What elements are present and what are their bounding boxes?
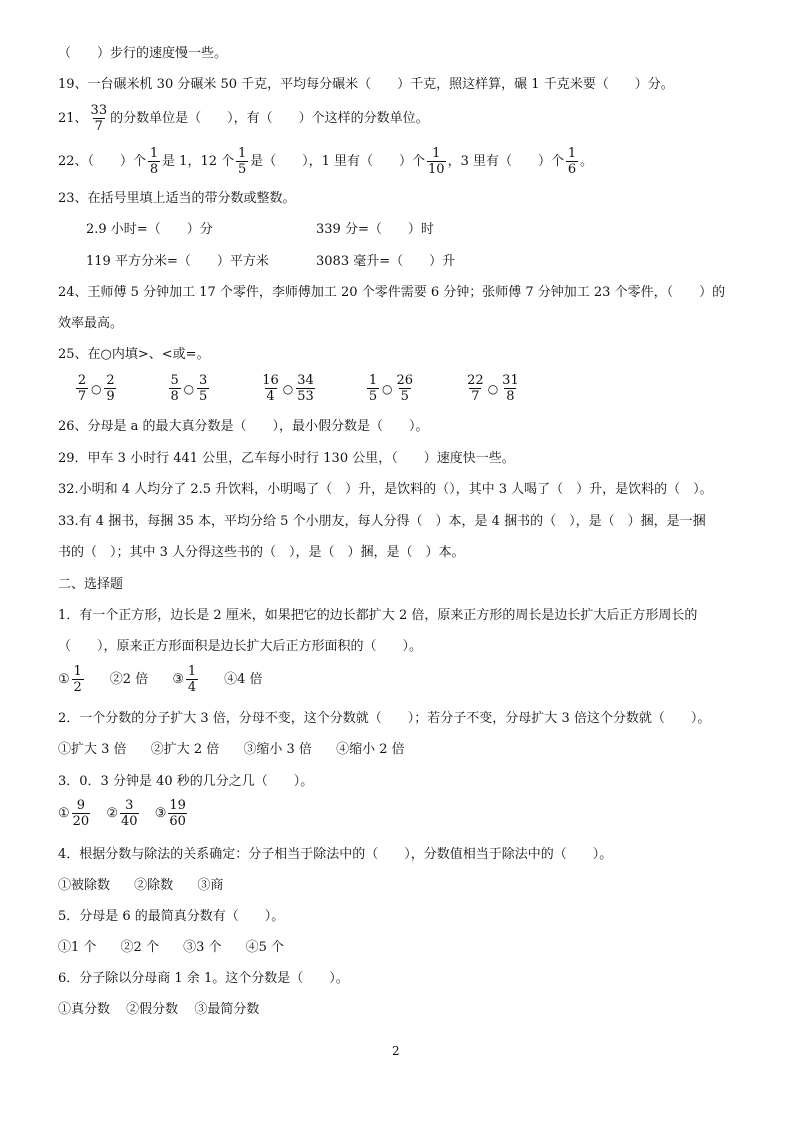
- comparison-item: [365, 373, 416, 404]
- q23-instruction: 23、在括号里填上适当的带分数或整数。: [58, 191, 296, 206]
- option-marker: ③: [154, 806, 167, 821]
- choice-q1-options: [58, 664, 283, 695]
- q25-comparisons: [74, 373, 566, 404]
- option-marker: ①: [58, 672, 70, 687]
- compare-right-fraction: [296, 373, 315, 404]
- option-fraction: [72, 664, 84, 695]
- fraction-numerator: 1: [237, 146, 247, 161]
- fraction-denominator: 5: [368, 389, 378, 404]
- choice-q5: 5．分母是 6 的最简真分数有（ ）。: [58, 909, 285, 924]
- choice-q2-options: [58, 741, 425, 759]
- option-2: ②2 倍: [109, 672, 149, 687]
- option-4: ④缩小 2 倍: [336, 742, 405, 757]
- page-number: 2: [392, 1044, 400, 1058]
- option-4: ④5 个: [245, 940, 285, 955]
- compare-left-fraction: [367, 373, 379, 404]
- choice-q4-options: [58, 877, 243, 895]
- q22-part-c: 是（ ），1 里有（ ）个: [250, 154, 426, 169]
- fraction-numerator: 1: [187, 664, 197, 679]
- fraction-numerator: 1: [368, 373, 378, 388]
- comparison-item: [167, 373, 211, 404]
- option-1: ①真分数: [58, 1002, 111, 1017]
- option-1: ①1 个: [58, 940, 97, 955]
- fraction-numerator: 1: [567, 146, 577, 161]
- fraction-numerator: 33: [90, 103, 108, 118]
- q23-item-area: 119 平方分米=（ ）平方米: [86, 254, 269, 269]
- fraction-numerator: 1: [432, 146, 441, 161]
- comparison-item: [259, 373, 317, 404]
- compare-right-fraction: [197, 373, 209, 404]
- option-fraction: [120, 798, 139, 829]
- q21-fraction-unit: [58, 103, 429, 134]
- compare-left-fraction: [466, 373, 485, 404]
- fraction-denominator: 10: [428, 162, 445, 177]
- option-2: ②扩大 2 倍: [150, 742, 220, 757]
- fraction-denominator: 4: [187, 680, 197, 695]
- fraction-denominator: 5: [237, 162, 247, 177]
- q22-part-a: 22、（ ）个: [58, 154, 147, 169]
- compare-right-fraction: [104, 373, 116, 404]
- q22-part-e: 。: [579, 154, 593, 169]
- q24-efficiency: 24、王师傅 5 分钟加工 17 个零件，李师傅加工 20 个零件需要 6 分钟；张师傅 7 分钟加工 23 个零件，（ ）的: [58, 285, 726, 300]
- q22-fraction-1: [148, 146, 160, 177]
- q22-fraction-2: [236, 146, 248, 177]
- option-fraction: [168, 798, 187, 829]
- q22-part-b: 是 1，12 个: [162, 154, 235, 169]
- compare-circle-icon: ○: [91, 381, 102, 396]
- fraction-denominator: 7: [94, 119, 103, 134]
- compare-left-fraction: [76, 373, 88, 404]
- fraction-numerator: 19: [169, 798, 186, 813]
- fraction-numerator: 3: [125, 798, 134, 813]
- choice-q3: 3．0．3 分钟是 40 秒的几分之几（ ）。: [58, 774, 314, 789]
- fraction-denominator: 4: [266, 389, 275, 404]
- q22-fraction-3: [427, 146, 446, 177]
- choice-q2: 2．一个分数的分子扩大 3 倍，分母不变，这个分数就（ ）；若分子不变，分母扩大 3 倍这个分数就（ ）。: [58, 711, 711, 726]
- option-2: [106, 798, 140, 829]
- fraction-denominator: 40: [121, 814, 138, 829]
- fraction-numerator: 9: [76, 798, 86, 813]
- fraction-numerator: 1: [73, 664, 82, 679]
- fraction-denominator: 8: [506, 389, 515, 404]
- fraction-denominator: 9: [106, 389, 115, 404]
- compare-right-fraction: [501, 373, 520, 404]
- q19-rice-mill: 19、一台碾米机 30 分碾米 50 千克，平均每分碾米（ ）千克，照这样算，碾 1 千克米要（ ）分。: [58, 77, 674, 92]
- option-fraction: [72, 798, 91, 829]
- fraction-numerator: 1: [149, 146, 159, 161]
- choice-q6-options: [58, 1001, 279, 1019]
- q24-continuation: 效率最高。: [58, 316, 124, 331]
- fraction-denominator: 20: [72, 814, 90, 829]
- option-1: [58, 664, 86, 695]
- fraction-numerator: 16: [262, 373, 279, 388]
- q29-car-speed: 29．甲车 3 小时行 441 公里，乙车每小时行 130 公里，（ ）速度快一些。: [58, 451, 515, 466]
- compare-circle-icon: ○: [381, 381, 393, 396]
- compare-left-fraction: [169, 373, 181, 404]
- q32-drink-share: 32.小明和 4 人均分了 2.5 升饮料，小明喝了（ ）升，是饮料的（），其中 3 人喝了（ ）升，是饮料的（ ）。: [58, 482, 713, 497]
- q26-proper-fraction: 26、分母是 a 的最大真分数是（ ），最小假分数是（ ）。: [58, 419, 429, 434]
- fraction-numerator: 34: [297, 373, 314, 388]
- q21-text: 的分数单位是（ ），有（ ）个这样的分数单位。: [110, 111, 429, 126]
- choice-q3-options: [58, 798, 209, 829]
- q22-part-d: ，3 里有（ ）个: [447, 154, 564, 169]
- q23-item-minutes: 339 分=（ ）时: [316, 222, 434, 237]
- option-marker: ②: [106, 806, 118, 821]
- q33-books: 33.有 4 捆书，每捆 35 本，平均分给 5 个小朋友，每人分得（ ）本，是 4 捆书的（ ），是（ ）捆，是一捆: [58, 514, 706, 529]
- option-marker: ③: [172, 672, 184, 687]
- option-3: [172, 664, 200, 695]
- option-3: ③商: [197, 878, 224, 893]
- q22-fraction-4: [566, 146, 578, 177]
- fraction-denominator: 2: [73, 680, 82, 695]
- option-2: ②2 个: [120, 940, 159, 955]
- q21-fraction: [90, 103, 109, 134]
- option-fraction: [186, 664, 198, 695]
- choice-q5-options: [58, 939, 304, 957]
- fraction-numerator: 22: [467, 373, 484, 388]
- comparison-item: [464, 373, 522, 404]
- fraction-denominator: 7: [471, 389, 480, 404]
- fraction-numerator: 5: [170, 373, 179, 388]
- q33-continuation: 书的（ ）；其中 3 人分得这些书的（ ），是（ ）捆，是（ ）本。: [58, 545, 465, 560]
- section-heading-choice: 二、选择题: [58, 577, 124, 592]
- option-2: ②假分数: [126, 1002, 179, 1017]
- choice-q1-continuation: （ ），原来正方形面积是边长扩大后正方形面积的（ ）。: [58, 639, 423, 654]
- compare-left-fraction: [261, 373, 280, 404]
- fraction-denominator: 8: [170, 389, 179, 404]
- choice-q1: 1．有一个正方形，边长是 2 厘米，如果把它的边长都扩大 2 倍，原来正方形的周长是边长扩大后正方形周长的: [58, 608, 698, 623]
- choice-q4: 4．根据分数与除法的关系确定：分子相当于除法中的（ ），分数值相当于除法中的（ ）。: [58, 847, 613, 862]
- q23-item-hours: 2.9 小时=（ ）分: [86, 222, 213, 237]
- option-3: ③最简分数: [194, 1002, 260, 1017]
- compare-circle-icon: ○: [487, 381, 499, 396]
- q25-instruction: 25、在○内填>、<或=。: [58, 347, 210, 362]
- fraction-denominator: 6: [567, 162, 577, 177]
- compare-circle-icon: ○: [282, 381, 294, 396]
- fraction-denominator: 7: [77, 389, 87, 404]
- fraction-denominator: 53: [297, 389, 314, 404]
- q23-item-volume: 3083 毫升=（ ）升: [316, 254, 456, 269]
- option-3: [155, 798, 189, 829]
- fraction-numerator: 2: [106, 373, 115, 388]
- fraction-denominator: 5: [400, 389, 409, 404]
- option-2: ②除数: [134, 878, 174, 893]
- line-walking-speed: （ ）步行的速度慢一些。: [58, 46, 228, 61]
- compare-circle-icon: ○: [183, 381, 195, 396]
- fraction-numerator: 3: [198, 373, 208, 388]
- option-marker: ①: [58, 806, 70, 821]
- fraction-numerator: 31: [502, 373, 519, 388]
- option-1: ①被除数: [58, 878, 111, 893]
- q22-fraction-counting: [58, 146, 593, 177]
- compare-right-fraction: [395, 373, 414, 404]
- option-4: ④4 倍: [224, 672, 263, 687]
- fraction-denominator: 5: [198, 389, 208, 404]
- option-3: ③缩小 3 倍: [243, 742, 312, 757]
- comparison-item: [74, 373, 118, 404]
- option-1: [58, 798, 92, 829]
- fraction-denominator: 60: [169, 814, 186, 829]
- fraction-denominator: 8: [149, 162, 159, 177]
- fraction-numerator: 26: [396, 373, 413, 388]
- fraction-numerator: 2: [77, 373, 87, 388]
- option-1: ①扩大 3 倍: [58, 742, 127, 757]
- choice-q6: 6．分子除以分母商 1 余 1。这个分数是（ ）。: [58, 971, 349, 986]
- option-3: ③3 个: [183, 940, 222, 955]
- q21-prefix: 21、: [58, 111, 88, 126]
